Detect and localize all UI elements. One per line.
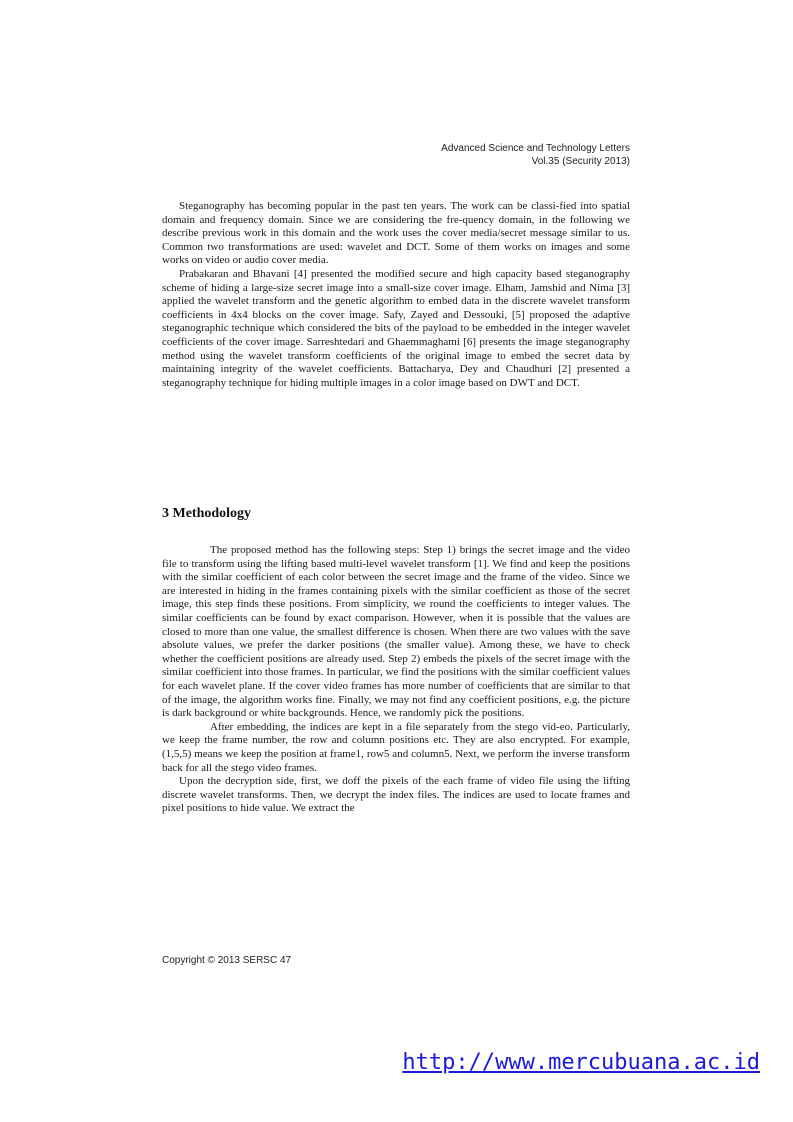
volume-info: Vol.35 (Security 2013) bbox=[531, 156, 630, 167]
paragraph: After embedding, the indices are kept in a file separately from the stego vid-eo. Particularly, we keep the frame number, the row and column positions etc. They are also encrypted. For example, (1,5,5) means we keep the position at frame1, row5 and column5. Next, we perform the inverse transform back for all the stego video frames. bbox=[162, 720, 630, 774]
copyright-footer: Copyright © 2013 SERSC 47 bbox=[162, 955, 292, 966]
paragraph: Prabakaran and Bhavani [4] presented the modified secure and high capacity based steganography scheme of hiding a large-size secret image into a small-size cover image. Elham, Jamshid and Nima [3] applied the wavelet transform and the genetic algorithm to embed data in the discrete wavelet transform coefficients in 4x4 blocks on the cover image. Safy, Zayed and Dessouki, [5] proposed the adaptive steganographic technique which considered the bits of the payload to be embedded in the integer wavelet coefficients of the cover image. Sarreshtedari and Ghaemmaghami [6] presents the image steganography method using the wavelet transform coefficients of the original image to embed the secret data by maintaining integrity of the wavelet coefficients. Battacharya, Dey and Chaudhuri [2] presented a steganography technique for hiding multiple images in a color image based on DWT and DCT. bbox=[162, 267, 630, 389]
paragraph: Steganography has becoming popular in the past ten years. The work can be classi-fied into spatial domain and frequency domain. Since we are considering the fre-quency domain, in the following we describe previous work in this domain and the work uses the cover media/secret message similar to us. Common two transformations are used: wavelet and DCT. Some of them works on images and some works on video or audio cover media. bbox=[162, 200, 630, 267]
section-heading: 3 Methodology bbox=[162, 506, 252, 521]
paragraph: The proposed method has the following steps: Step 1) brings the secret image and the video file to transform using the lifting based multi-level wavelet transform [1]. We find and keep the positions with the similar coefficient of each color between the secret image and the frame of the video. Since we are interested in hiding in the frames containing pixels with the similar coefficient as those of the secret image, this step finds these positions. From simplicity, we round the coefficients to integer values. The similar coefficients can be found by exact comparison. However, when it is possible that the values are closed to more than one value, the smallest difference is chosen. When there are two values with the save absolute values, we prefer the darker positions (the smaller value). Among these, we have to check whether the coefficient positions are already used. Step 2) embeds the pixels of the secret image with the similar coefficient into those frames. In particular, we find the positions with the similar coefficient values for each wavelet plane. If the cover video frames has more number of coefficients that are similar to that of the image, the algorithm works fine. Finally, we may not find any coefficient positions, e.g. the picture is dark background or white backgrounds. Hence, we randomly pick the positions. bbox=[162, 544, 630, 720]
watermark-link[interactable]: http://www.mercubuana.ac.id bbox=[402, 1050, 760, 1075]
running-header bbox=[330, 142, 630, 168]
methodology-text bbox=[162, 544, 630, 816]
journal-name: Advanced Science and Technology Letters bbox=[441, 143, 630, 154]
related-work-text bbox=[162, 200, 630, 390]
paragraph: Upon the decryption side, first, we doff the pixels of the each frame of video file using the lifting discrete wavelet transforms. Then, we decrypt the index files. The indices are used to locate frames and pixel positions to hide value. We extract the bbox=[162, 775, 630, 815]
